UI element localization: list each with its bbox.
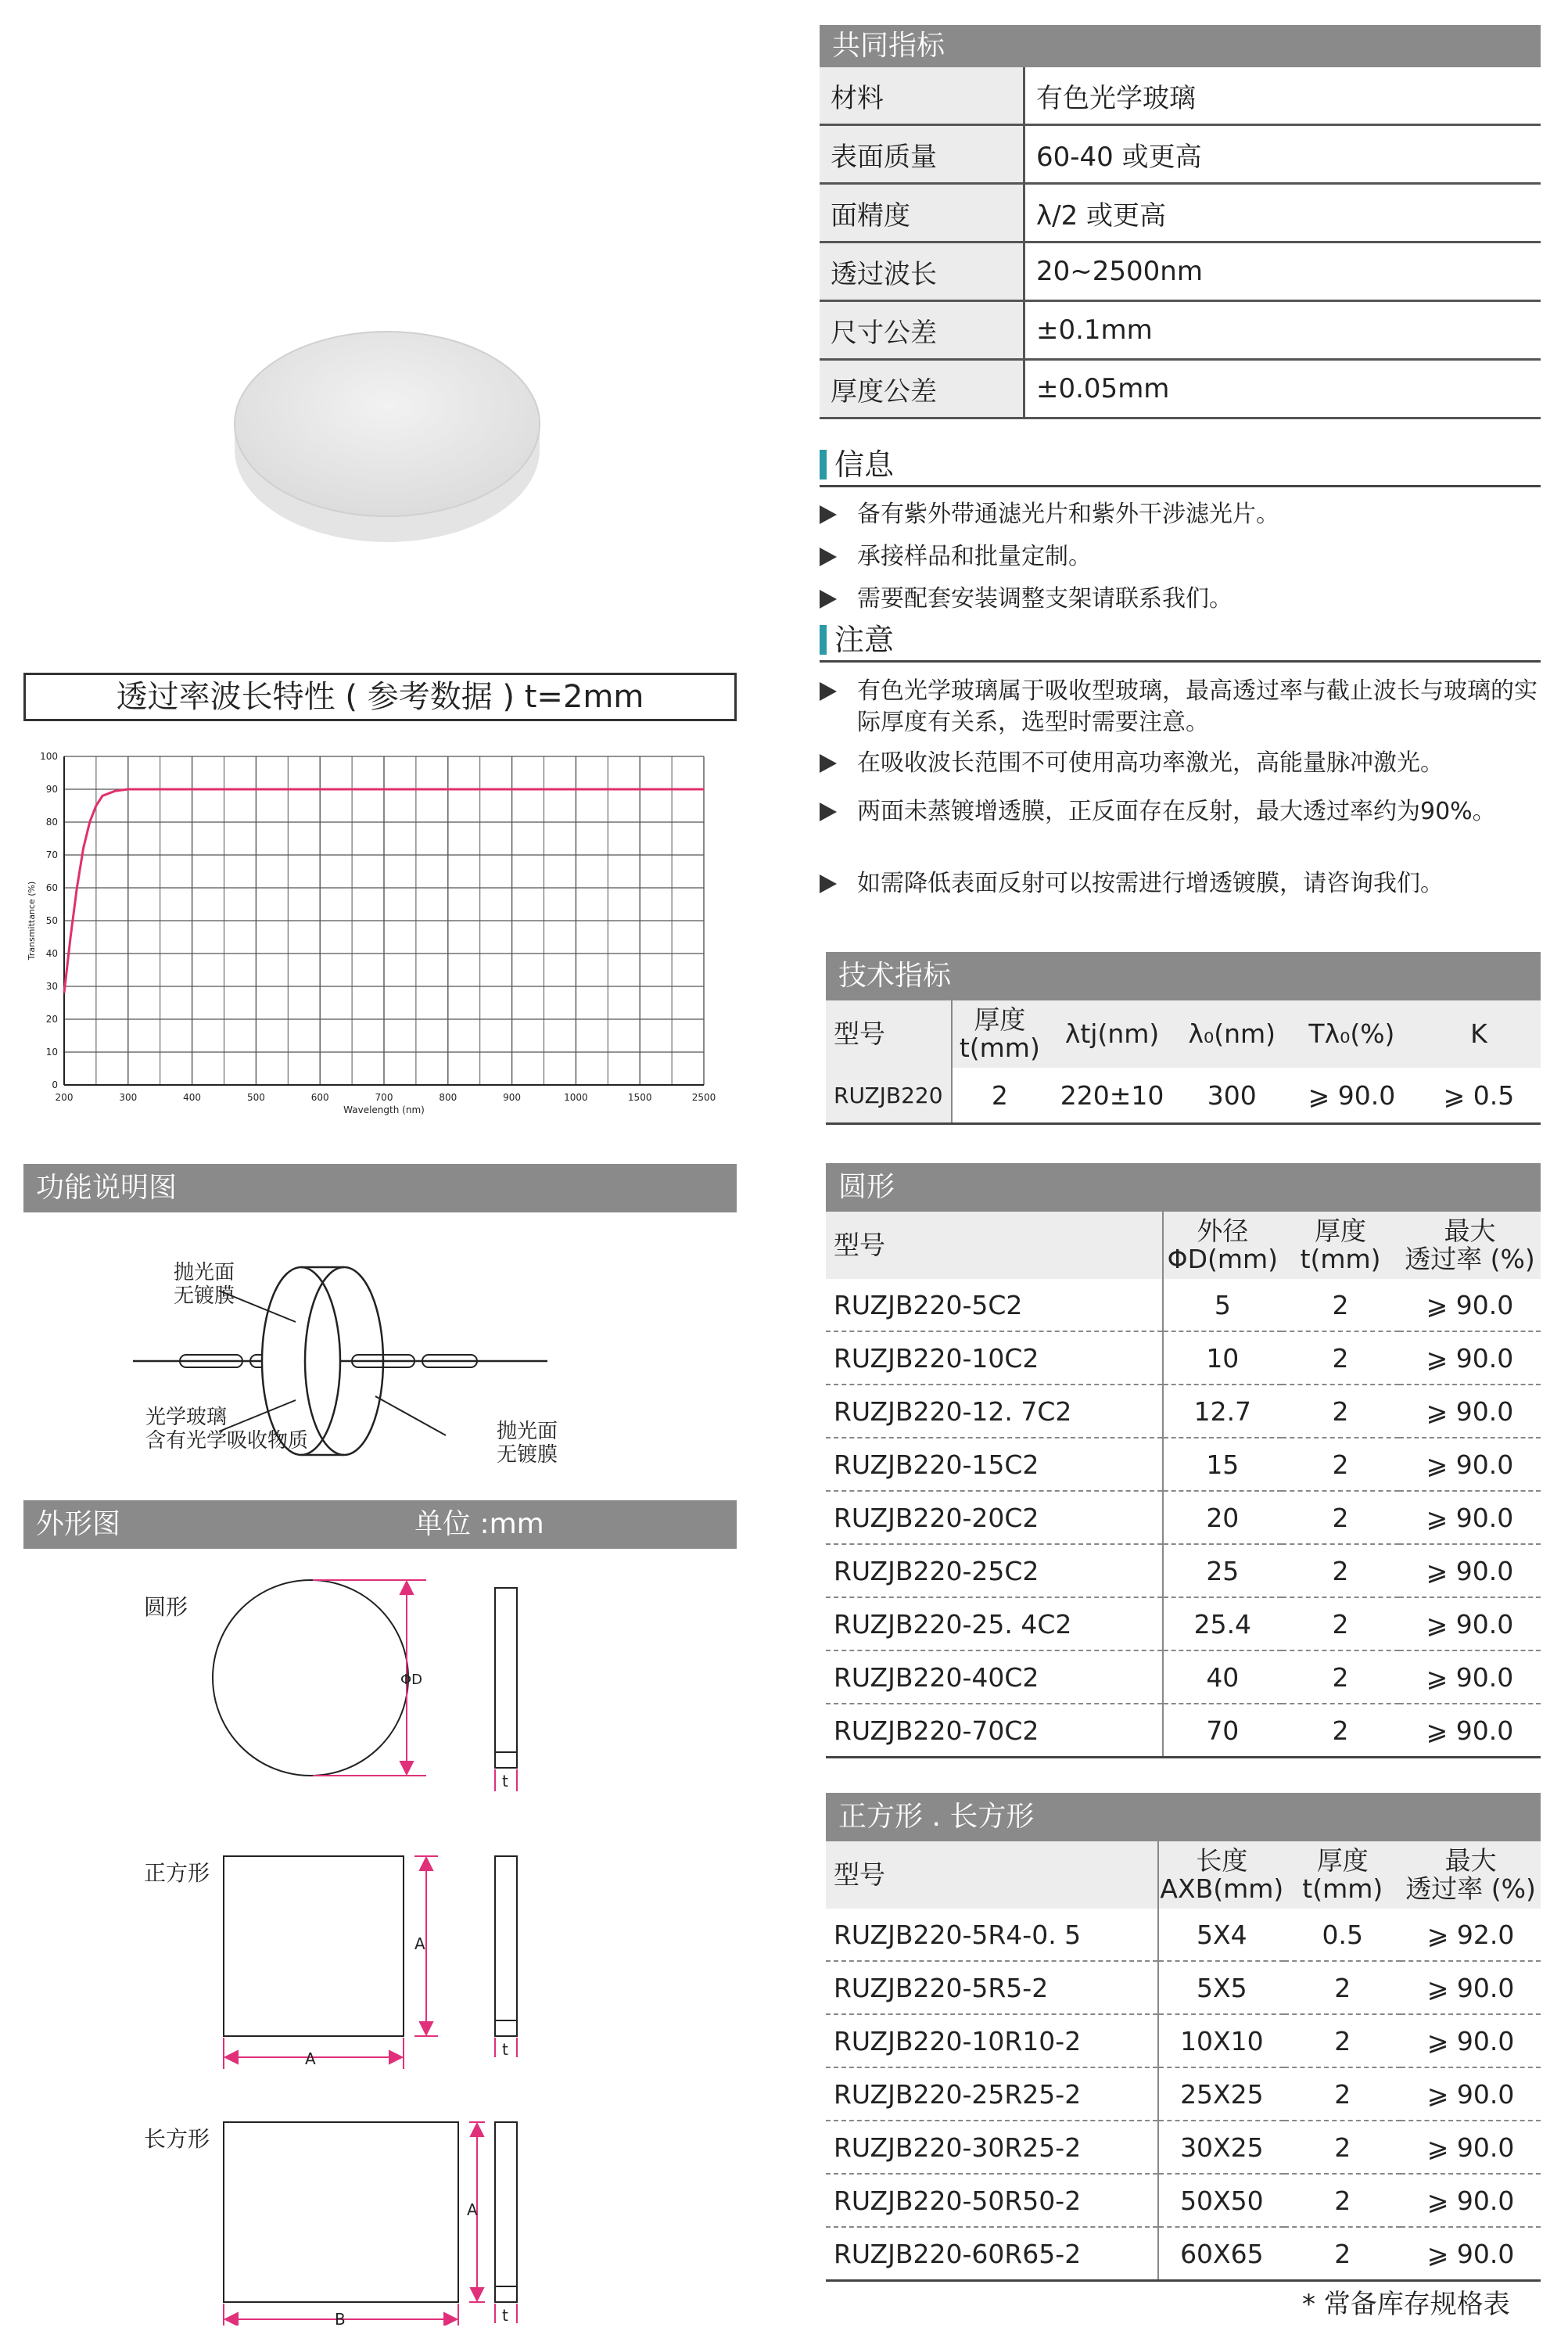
bullet-arrow-icon — [820, 754, 837, 773]
value-cell: 220±10 — [1047, 1068, 1178, 1124]
func-title: 功能说明图 — [36, 1172, 178, 1204]
outline-title: 外形图 — [36, 1508, 121, 1540]
value-cell: 0.5 — [1284, 1909, 1401, 1961]
chart-title-box — [23, 673, 737, 721]
table-row — [826, 1491, 1541, 1544]
round-title: 圆形 — [838, 1171, 895, 1203]
bullet-text: 有色光学玻璃属于吸收型玻璃，最高透过率与截止波长与玻璃的实际厚度有关系，选型时需要注意。 — [857, 677, 1538, 736]
round-header — [826, 1163, 1541, 1212]
value-cell: 50X50 — [1158, 2174, 1284, 2227]
model-cell: RUZJB220-30R25-2 — [826, 2121, 1158, 2174]
model-cell: RUZJB220-40C2 — [826, 1650, 1163, 1704]
column-header: 厚度 t(mm) — [1282, 1212, 1399, 1279]
bullet-item — [820, 499, 1547, 530]
table-row — [826, 2014, 1541, 2067]
value-cell: 2 — [952, 1068, 1047, 1124]
bullet-text: 两面未蒸镀增透膜，正反面存在反射，最大透过率约为90%。 — [857, 798, 1496, 825]
table-header-row — [826, 1841, 1541, 1909]
round-table — [826, 1212, 1541, 1758]
notes-title: 注意 — [834, 623, 895, 657]
table-row — [826, 2174, 1541, 2227]
model-cell: RUZJB220-5R4-0. 5 — [826, 1909, 1158, 1961]
func-label-front — [174, 1261, 235, 1308]
value-cell: 2 — [1282, 1331, 1399, 1385]
table-row — [826, 1279, 1541, 1331]
value-cell: ⩾ 90.0 — [1399, 1438, 1541, 1491]
value-cell: 2 — [1282, 1597, 1399, 1650]
table-header-row — [826, 1212, 1541, 1279]
value-cell: 2 — [1284, 1961, 1401, 2014]
product-photo — [219, 289, 563, 555]
dim-a-rect-v: A — [467, 2200, 478, 2219]
value-cell: ⩾ 90.0 — [1401, 2227, 1541, 2281]
model-cell: RUZJB220-10R10-2 — [826, 2014, 1158, 2067]
column-header: 厚度 t(mm) — [1284, 1841, 1401, 1909]
table-row — [826, 1331, 1541, 1385]
column-header: 厚度 t(mm) — [952, 1000, 1047, 1068]
spec-value: ±0.05mm — [1024, 360, 1541, 418]
func-header — [23, 1164, 737, 1212]
y-tick-label: 90 — [45, 784, 58, 795]
info-title: 信息 — [834, 447, 895, 482]
column-header: K — [1417, 1000, 1541, 1068]
y-tick-label: 30 — [45, 981, 58, 992]
value-cell: ⩾ 90.0 — [1399, 1704, 1541, 1758]
model-cell: RUZJB220-50R50-2 — [826, 2174, 1158, 2227]
bullet-text: 需要配套安装调整支架请联系我们。 — [857, 585, 1233, 612]
model-cell: RUZJB220-25C2 — [826, 1544, 1163, 1597]
value-cell: ⩾ 0.5 — [1417, 1068, 1541, 1124]
outline-circle-label: 圆形 — [144, 1594, 188, 1620]
bullet-item — [820, 541, 1547, 573]
tech-title: 技术指标 — [838, 960, 952, 992]
value-cell: 2 — [1282, 1650, 1399, 1704]
y-tick-label: 0 — [52, 1079, 58, 1090]
table-row — [826, 1438, 1541, 1491]
value-cell: 2 — [1284, 2174, 1401, 2227]
func-label-front-text: 抛光面 无镀膜 — [174, 1261, 235, 1308]
spec-value: 20~2500nm — [1024, 242, 1541, 301]
spec-key: 材料 — [820, 67, 1024, 125]
value-cell: 2 — [1284, 2014, 1401, 2067]
value-cell: ⩾ 90.0 — [1401, 1961, 1541, 2014]
info-mark — [820, 450, 827, 479]
common-title: 共同指标 — [832, 30, 945, 62]
square-header — [826, 1793, 1541, 1841]
model-cell: RUZJB220-25R25-2 — [826, 2067, 1158, 2121]
value-cell: 2 — [1284, 2121, 1401, 2174]
value-cell: ⩾ 90.0 — [1399, 1331, 1541, 1385]
model-cell: RUZJB220-60R65-2 — [826, 2227, 1158, 2281]
func-label-glass — [145, 1406, 308, 1453]
value-cell: ⩾ 90.0 — [1399, 1544, 1541, 1597]
spec-key: 尺寸公差 — [820, 301, 1024, 360]
column-header: 型号 — [826, 1000, 952, 1068]
value-cell: 2 — [1282, 1704, 1399, 1758]
table-row — [826, 1704, 1541, 1758]
spec-row — [820, 67, 1541, 125]
value-cell: ⩾ 90.0 — [1286, 1068, 1417, 1124]
outline-header — [23, 1500, 737, 1549]
y-tick-label: 70 — [45, 849, 58, 860]
x-tick-label: 600 — [310, 1092, 329, 1103]
bullet-text: 备有紫外带通滤光片和紫外干涉滤光片。 — [857, 501, 1279, 528]
value-cell: ⩾ 90.0 — [1399, 1279, 1541, 1331]
x-tick-label: 400 — [183, 1092, 202, 1103]
x-tick-label: 800 — [439, 1092, 457, 1103]
value-cell: 40 — [1163, 1650, 1283, 1704]
column-header: 长度 AXB(mm) — [1158, 1841, 1284, 1909]
dim-a-square-h: A — [305, 2049, 316, 2068]
spec-row — [820, 242, 1541, 301]
x-tick-label: 1500 — [627, 1092, 652, 1103]
bullet-arrow-icon — [820, 803, 837, 821]
tech-table — [826, 1000, 1541, 1125]
y-tick-label: 10 — [45, 1047, 58, 1058]
value-cell: ⩾ 90.0 — [1399, 1597, 1541, 1650]
value-cell: 10 — [1163, 1331, 1283, 1385]
dim-phi: ΦD — [400, 1672, 423, 1688]
bullet-arrow-icon — [820, 682, 837, 701]
spec-value: λ/2 或更高 — [1024, 184, 1541, 242]
footnote: * 常备库存规格表 — [1302, 2289, 1510, 2320]
y-tick-label: 60 — [45, 882, 58, 893]
notes-section-title — [820, 620, 1541, 663]
x-tick-label: 2500 — [691, 1092, 716, 1103]
value-cell: 25 — [1163, 1544, 1283, 1597]
y-tick-label: 100 — [40, 751, 58, 762]
value-cell: 2 — [1282, 1279, 1399, 1331]
column-header: 外径 ΦD(mm) — [1163, 1212, 1283, 1279]
table-row — [826, 1909, 1541, 1961]
spec-value: ±0.1mm — [1024, 301, 1541, 360]
bullet-item — [820, 796, 1547, 828]
func-label-back — [497, 1420, 558, 1467]
x-axis-label: Wavelength (nm) — [343, 1104, 425, 1115]
table-row — [826, 2121, 1541, 2174]
value-cell: ⩾ 92.0 — [1401, 1909, 1541, 1961]
info-section-title — [820, 444, 1541, 487]
x-tick-label: 900 — [503, 1092, 522, 1103]
x-tick-label: 200 — [55, 1092, 74, 1103]
value-cell: 12.7 — [1163, 1385, 1283, 1438]
common-spec-table — [820, 67, 1541, 419]
spec-row — [820, 360, 1541, 418]
value-cell: ⩾ 90.0 — [1401, 2014, 1541, 2067]
bullet-item — [820, 868, 1547, 900]
spec-row — [820, 125, 1541, 184]
bullet-item — [820, 748, 1547, 779]
value-cell: 25.4 — [1163, 1597, 1283, 1650]
value-cell: ⩾ 90.0 — [1399, 1491, 1541, 1544]
dim-t-circle: t — [502, 1772, 508, 1790]
model-cell: RUZJB220-25. 4C2 — [826, 1597, 1163, 1650]
dim-t-square: t — [502, 2040, 508, 2059]
table-row — [826, 2227, 1541, 2281]
value-cell: 20 — [1163, 1491, 1283, 1544]
y-tick-label: 50 — [45, 915, 58, 926]
column-header: λ₀(nm) — [1178, 1000, 1287, 1068]
bullet-arrow-icon — [820, 875, 837, 893]
table-row — [826, 1961, 1541, 2014]
table-row — [826, 1597, 1541, 1650]
column-header: 最大 透过率 (%) — [1401, 1841, 1541, 1909]
model-cell: RUZJB220-5R5-2 — [826, 1961, 1158, 2014]
square-table — [826, 1841, 1541, 2282]
value-cell: 5X5 — [1158, 1961, 1284, 2014]
table-row — [826, 1068, 1541, 1124]
value-cell: ⩾ 90.0 — [1401, 2067, 1541, 2121]
table-row — [826, 1544, 1541, 1597]
value-cell: 2 — [1282, 1544, 1399, 1597]
value-cell: ⩾ 90.0 — [1401, 2121, 1541, 2174]
model-cell: RUZJB220-70C2 — [826, 1704, 1163, 1758]
value-cell: 2 — [1284, 2227, 1401, 2281]
spec-key: 面精度 — [820, 184, 1024, 242]
bullet-text: 如需降低表面反射可以按需进行增透镀膜，请咨询我们。 — [857, 870, 1444, 897]
value-cell: 2 — [1284, 2067, 1401, 2121]
value-cell: 60X65 — [1158, 2227, 1284, 2281]
tech-header — [826, 952, 1541, 1000]
value-cell: 300 — [1178, 1068, 1287, 1124]
transmittance-chart — [23, 747, 737, 1138]
table-row — [826, 2067, 1541, 2121]
value-cell: 10X10 — [1158, 2014, 1284, 2067]
x-tick-label: 500 — [246, 1092, 265, 1103]
outline-unit: 单位 :mm — [414, 1508, 544, 1540]
outline-square-label: 正方形 — [144, 1860, 210, 1886]
bullet-text: 在吸收波长范围不可使用高功率激光，高能量脉冲激光。 — [857, 749, 1444, 777]
table-row — [826, 1385, 1541, 1438]
dim-b-rect-h: B — [335, 2310, 346, 2329]
column-header: 型号 — [826, 1841, 1158, 1909]
column-header: λtj(nm) — [1047, 1000, 1178, 1068]
value-cell: 5X4 — [1158, 1909, 1284, 1961]
model-cell: RUZJB220-20C2 — [826, 1491, 1163, 1544]
value-cell: 15 — [1163, 1438, 1283, 1491]
notes-mark — [820, 625, 827, 655]
outline-rect-label: 长方形 — [144, 2126, 210, 2152]
bullet-arrow-icon — [820, 590, 837, 609]
bullet-item — [820, 584, 1547, 615]
x-tick-label: 700 — [375, 1092, 393, 1103]
value-cell: 2 — [1282, 1385, 1399, 1438]
spec-row — [820, 301, 1541, 360]
bullet-text: 承接样品和批量定制。 — [857, 543, 1092, 570]
dim-t-rect: t — [502, 2306, 508, 2325]
value-cell: 30X25 — [1158, 2121, 1284, 2174]
chart-title: 透过率波长特性 ( 参考数据 ) t=2mm — [116, 679, 644, 715]
y-tick-label: 20 — [45, 1014, 58, 1025]
spec-key: 透过波长 — [820, 242, 1024, 301]
bullet-item — [820, 676, 1547, 738]
y-tick-label: 80 — [45, 817, 58, 828]
func-label-back-text: 抛光面 无镀膜 — [497, 1420, 558, 1467]
value-cell: ⩾ 90.0 — [1399, 1385, 1541, 1438]
column-header: 型号 — [826, 1212, 1163, 1279]
model-cell: RUZJB220-5C2 — [826, 1279, 1163, 1331]
table-row — [826, 1650, 1541, 1704]
spec-key: 厚度公差 — [820, 360, 1024, 418]
spec-value: 60-40 或更高 — [1024, 125, 1541, 184]
x-tick-label: 300 — [119, 1092, 138, 1103]
model-cell: RUZJB220-12. 7C2 — [826, 1385, 1163, 1438]
spec-value: 有色光学玻璃 — [1024, 67, 1541, 125]
bullet-arrow-icon — [820, 548, 837, 566]
value-cell: ⩾ 90.0 — [1401, 2174, 1541, 2227]
spec-row — [820, 184, 1541, 242]
value-cell: 2 — [1282, 1491, 1399, 1544]
y-tick-label: 40 — [45, 948, 58, 959]
value-cell: 70 — [1163, 1704, 1283, 1758]
y-axis-label: Transmittance (%) — [27, 881, 37, 961]
column-header: Tλ₀(%) — [1286, 1000, 1417, 1068]
column-header: 最大 透过率 (%) — [1399, 1212, 1541, 1279]
dim-a-square-v: A — [414, 1934, 425, 1953]
model-cell: RUZJB220-15C2 — [826, 1438, 1163, 1491]
square-title: 正方形 . 长方形 — [838, 1801, 1035, 1833]
common-header — [820, 25, 1541, 67]
value-cell: 25X25 — [1158, 2067, 1284, 2121]
value-cell: ⩾ 90.0 — [1399, 1650, 1541, 1704]
value-cell: 2 — [1282, 1438, 1399, 1491]
x-tick-label: 1000 — [564, 1092, 588, 1103]
outline-drawings — [0, 1557, 751, 2326]
model-cell: RUZJB220 — [826, 1068, 952, 1124]
func-label-glass-text: 光学玻璃 含有光学吸收物质 — [145, 1406, 309, 1453]
model-cell: RUZJB220-10C2 — [826, 1331, 1163, 1385]
bullet-arrow-icon — [820, 505, 837, 524]
table-header-row — [826, 1000, 1541, 1068]
spec-key: 表面质量 — [820, 125, 1024, 184]
value-cell: 5 — [1163, 1279, 1283, 1331]
